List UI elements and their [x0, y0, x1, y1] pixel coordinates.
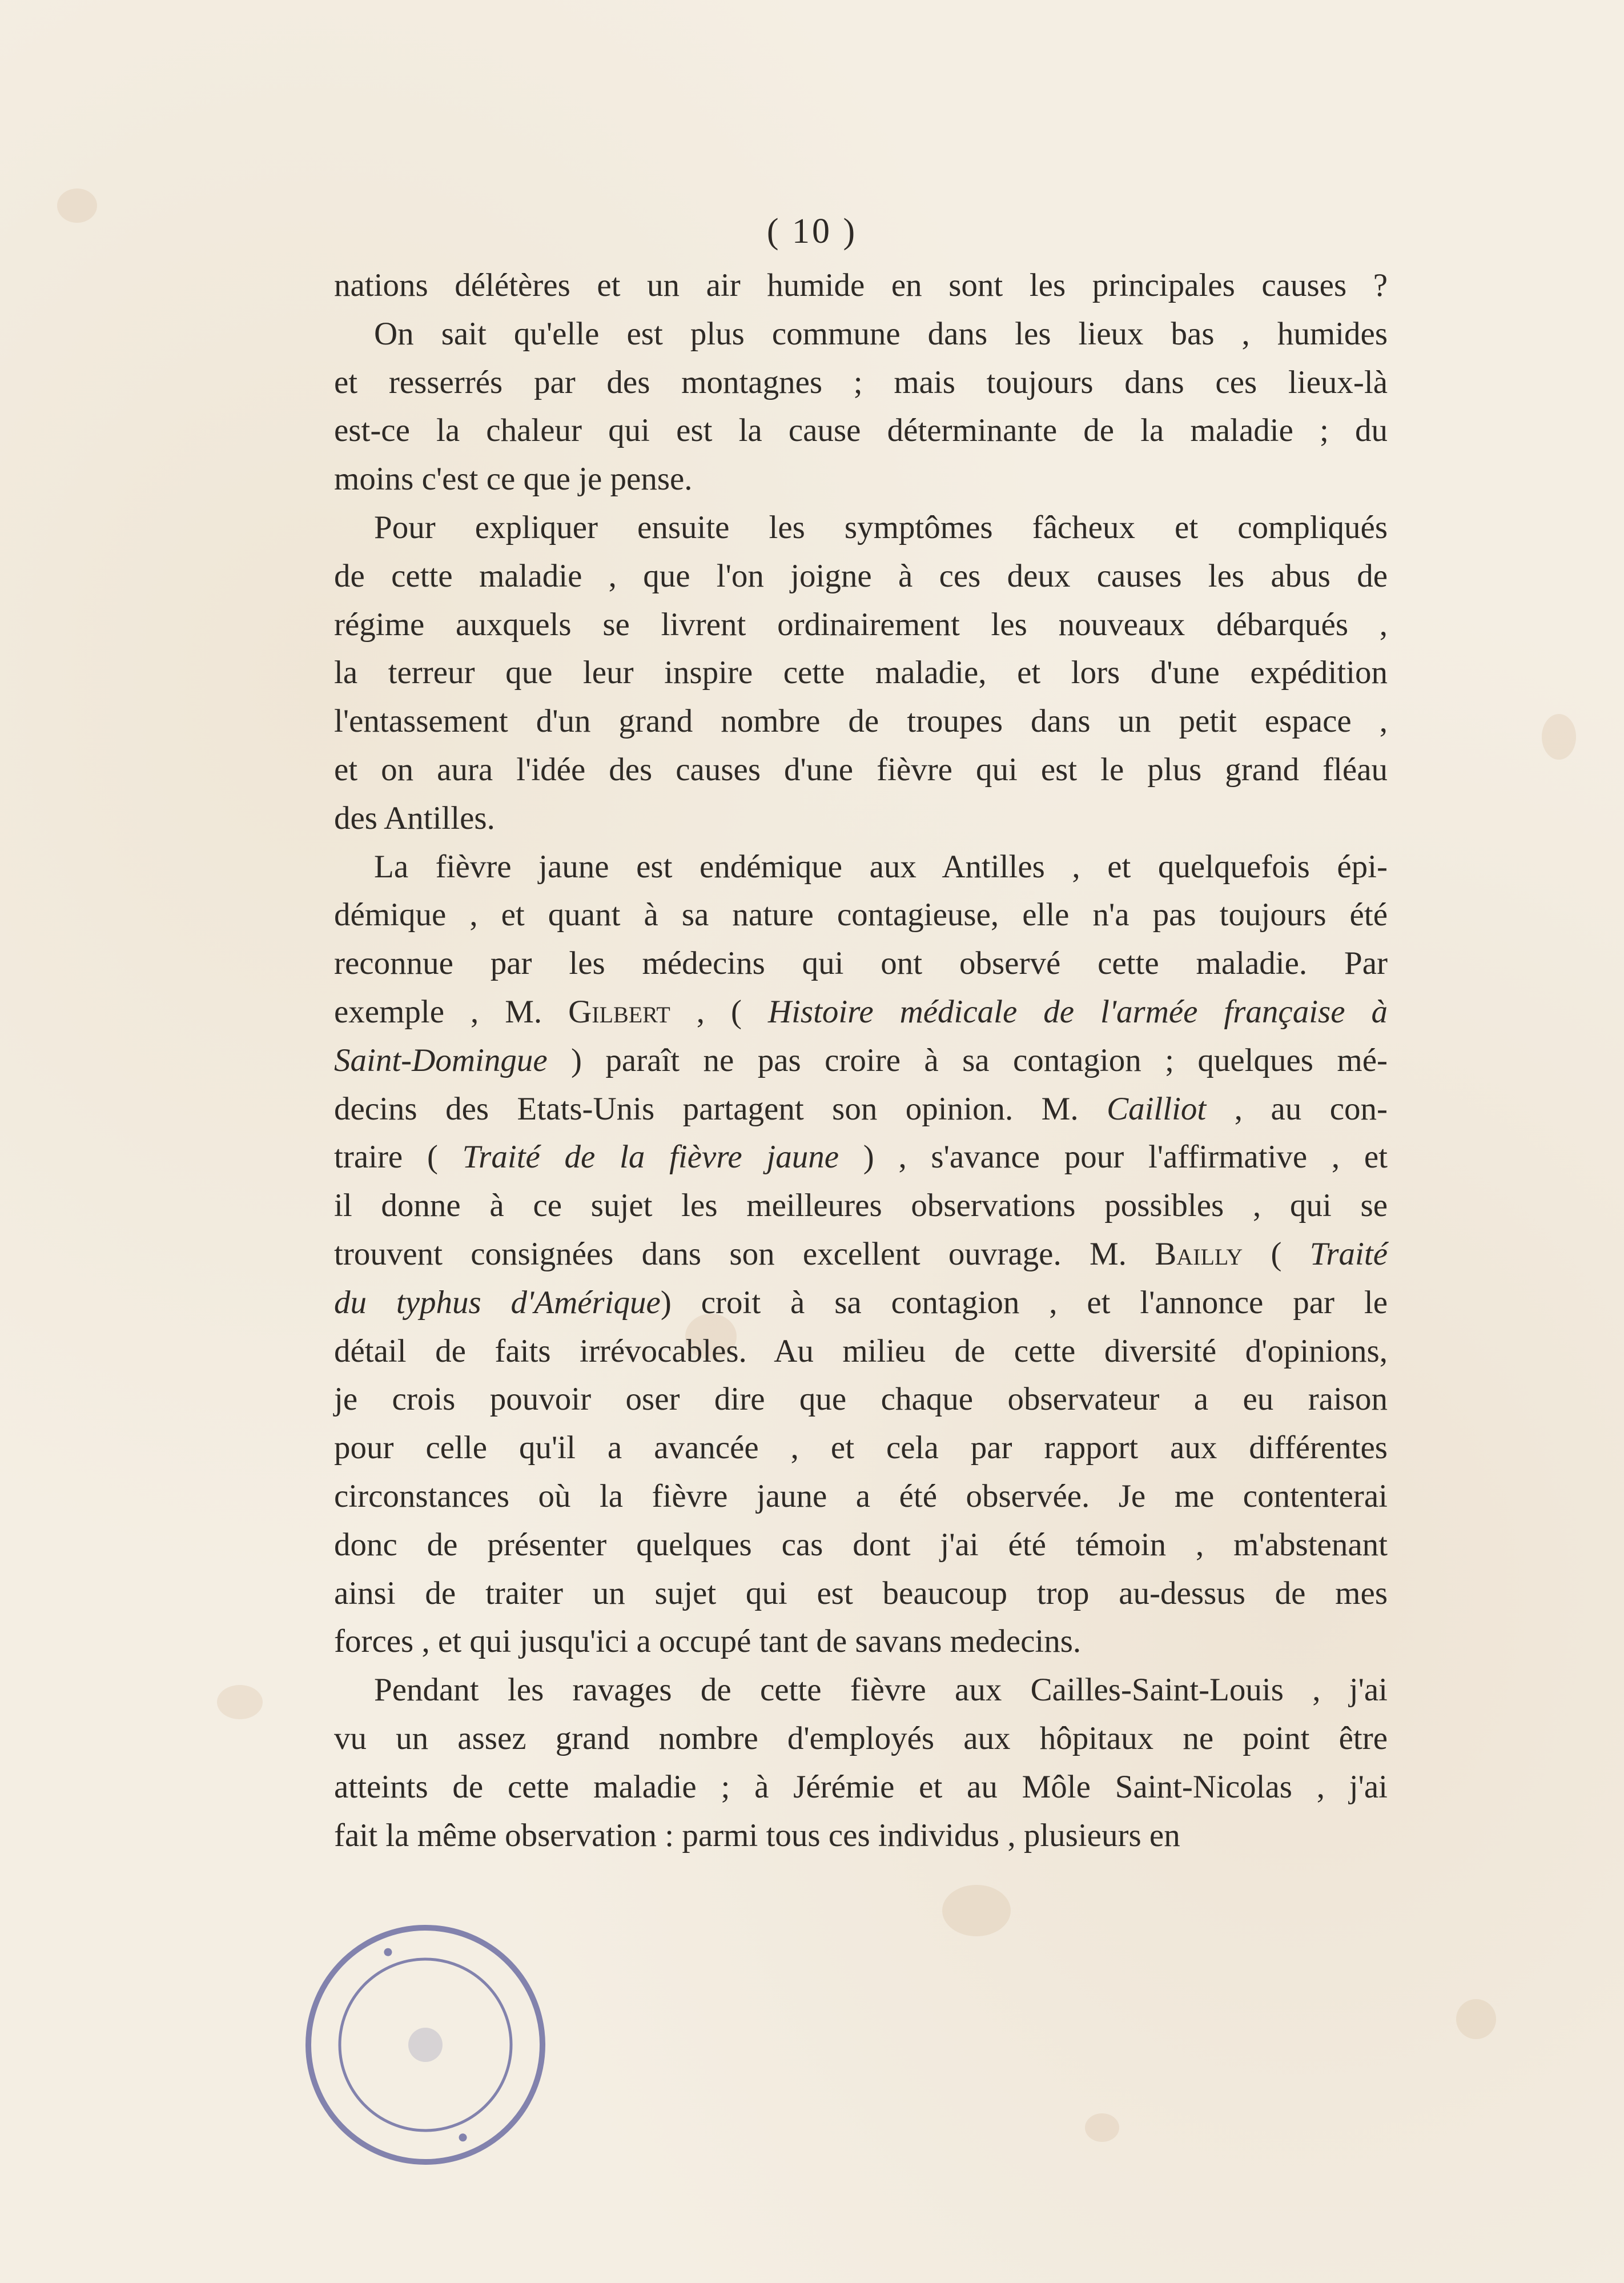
text-line	[334, 1424, 1388, 1472]
text-run: de cette maladie , que l'on joigne à ces deux causes les abus de	[334, 557, 1388, 594]
text-line	[334, 504, 1388, 552]
text-line	[334, 988, 1388, 1037]
text-run: et resserrés par des montagnes ; mais toujours dans ces lieux-là	[334, 364, 1388, 400]
text-line	[334, 310, 1388, 359]
text-line	[334, 1472, 1388, 1521]
text-run: pour celle qu'il a avancée , et cela par rapport aux différentes	[334, 1430, 1388, 1466]
text-run: ) paraît ne pas croire à sa contagion ; quelques mé-	[547, 1042, 1388, 1078]
text-line	[334, 1375, 1388, 1424]
text-run: circonstances où la fièvre jaune a été observée. Je me contenterai	[334, 1478, 1388, 1514]
text-line	[334, 940, 1388, 988]
text-line	[334, 1521, 1388, 1570]
text-line	[334, 455, 1388, 504]
text-run: exemple , M.	[334, 993, 569, 1030]
text-run: La fièvre jaune est endémique aux Antilles , et quelquefois épi-	[374, 848, 1388, 885]
text-run: fait la même observation : parmi tous ces individus , plusieurs en	[334, 1817, 1180, 1853]
text-run: détail de faits irrévocables. Au milieu de cette diversité d'opinions,	[334, 1333, 1388, 1369]
text-line	[334, 262, 1388, 310]
text-run: il donne à ce sujet les meilleures observations possibles , qui se	[334, 1187, 1388, 1224]
body-text	[334, 262, 1388, 1860]
text-run: decins des Etats-Unis partagent son opinion. M.	[334, 1090, 1107, 1127]
italic-title: Traité	[1309, 1235, 1388, 1272]
text-line	[334, 1666, 1388, 1715]
text-line	[334, 1085, 1388, 1134]
text-run: des Antilles.	[334, 800, 495, 836]
text-line	[334, 359, 1388, 407]
text-run: (	[1243, 1235, 1310, 1272]
text-run: est-ce la chaleur qui est la cause déterminante de la maladie ; du	[334, 412, 1388, 449]
text-run: la terreur que leur inspire cette maladie, et lors d'une expédition	[334, 655, 1388, 691]
text-run: et on aura l'idée des causes d'une fièvre qui est le plus grand fléau	[334, 751, 1388, 788]
text-run: , au con-	[1206, 1090, 1388, 1127]
text-line	[334, 1812, 1388, 1860]
text-line	[334, 1037, 1388, 1085]
text-run: ) , s'avance pour l'affirmative , et	[839, 1139, 1388, 1175]
text-run: régime auxquels se livrent ordinairement les nouveaux débarqués ,	[334, 606, 1388, 643]
text-line	[334, 1182, 1388, 1230]
text-line	[334, 795, 1388, 843]
text-line	[334, 1570, 1388, 1618]
text-run: atteints de cette maladie ; à Jérémie et au Môle Saint-Nicolas , j'ai	[334, 1768, 1388, 1805]
italic-title: Histoire médicale de l'armée française à	[767, 993, 1388, 1030]
author-name: Gilbert	[568, 993, 670, 1030]
page-number: ( 10 )	[766, 212, 858, 251]
text-run: reconnue par les médecins qui ont observé cette maladie. Par	[334, 945, 1388, 982]
text-run: trouvent consignées dans son excellent ouvrage. M.	[334, 1235, 1155, 1272]
text-line	[334, 1618, 1388, 1666]
author-name: Bailly	[1155, 1235, 1243, 1272]
text-line	[334, 697, 1388, 746]
text-line	[334, 1327, 1388, 1376]
text-line	[334, 1715, 1388, 1763]
text-run: Pour expliquer ensuite les symptômes fâcheux et compliqués	[374, 509, 1388, 545]
text-run: donc de présenter quelques cas dont j'ai été témoin , m'abstenant	[334, 1526, 1388, 1563]
text-run: ainsi de traiter un sujet qui est beaucoup trop au-dessus de mes	[334, 1575, 1388, 1611]
text-run: traire (	[334, 1139, 463, 1175]
text-run: nations délétères et un air humide en sont les principales causes ?	[334, 267, 1388, 303]
italic-title: Cailliot	[1107, 1090, 1207, 1127]
text-run: On sait qu'elle est plus commune dans les lieux bas , humides	[374, 315, 1388, 352]
text-run: démique , et quant à sa nature contagieuse, elle n'a pas toujours été	[334, 897, 1388, 933]
text-run: moins c'est ce que je pense.	[334, 461, 693, 497]
text-line	[334, 1763, 1388, 1812]
text-run: , (	[670, 993, 768, 1030]
text-line	[334, 1230, 1388, 1279]
text-line	[334, 1279, 1388, 1327]
text-line	[334, 601, 1388, 649]
library-stamp	[297, 1916, 554, 2173]
text-line	[334, 1133, 1388, 1182]
text-line	[334, 891, 1388, 940]
italic-title: Saint-Domingue	[334, 1042, 548, 1078]
text-run: Pendant les ravages de cette fièvre aux Cailles-Saint-Louis , j'ai	[374, 1672, 1388, 1708]
italic-title: du typhus d'Amérique	[334, 1284, 661, 1321]
text-run: forces , et qui jusqu'ici a occupé tant de savans medecins.	[334, 1623, 1082, 1660]
italic-title: Traité de la fièvre jaune	[462, 1139, 839, 1175]
text-line	[334, 407, 1388, 455]
text-run: je crois pouvoir oser dire que chaque observateur a eu raison	[334, 1381, 1388, 1418]
text-line	[334, 552, 1388, 601]
text-run: ) croit à sa contagion , et l'annonce par le	[660, 1284, 1388, 1321]
text-line	[334, 649, 1388, 697]
text-run: vu un assez grand nombre d'employés aux hôpitaux ne point être	[334, 1720, 1388, 1756]
text-line	[334, 746, 1388, 795]
text-run: l'entassement d'un grand nombre de troupes dans un petit espace ,	[334, 703, 1388, 740]
text-line	[334, 843, 1388, 892]
